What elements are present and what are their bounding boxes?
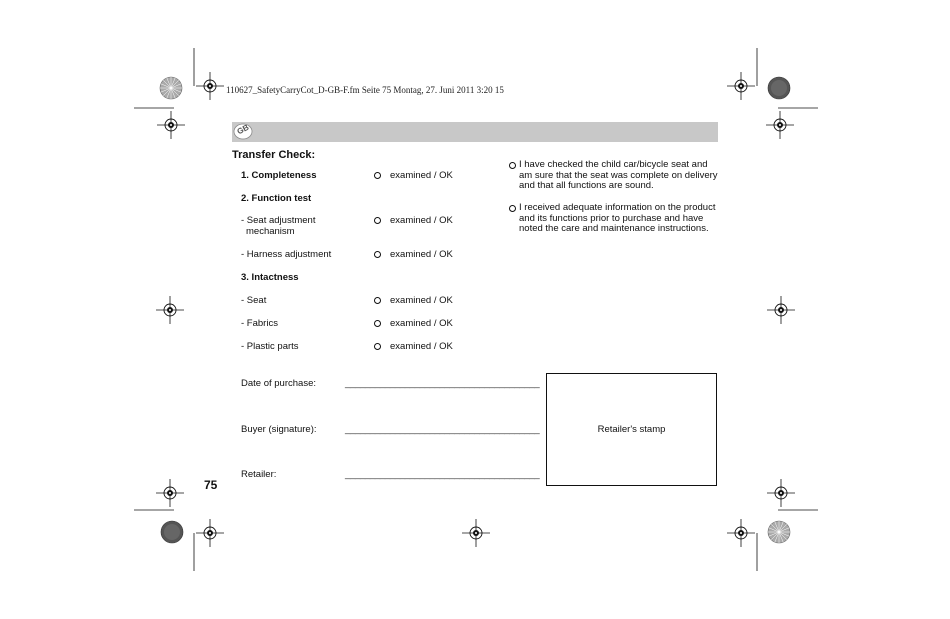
item-harness-adjustment: - Harness adjustment (241, 249, 332, 260)
status-harness-adjustment: examined / OK (390, 249, 453, 260)
checkbox-completeness[interactable] (374, 172, 381, 179)
language-badge (233, 123, 253, 140)
checkbox-harness-adjustment[interactable] (374, 251, 381, 258)
status-plastic-parts: examined / OK (390, 341, 453, 352)
retailer-stamp-box (546, 373, 717, 486)
checkbox-plastic-parts[interactable] (374, 343, 381, 350)
page-title: Transfer Check: (232, 149, 316, 161)
item-seat-adjustment-line1: - Seat adjustment (241, 215, 316, 226)
item-seat: - Seat (241, 295, 267, 306)
section-completeness: 1. Completeness (241, 170, 317, 181)
checkbox-statement-informed[interactable] (509, 205, 516, 212)
statement-informed-line3: noted the care and maintenance instructions. (519, 223, 709, 234)
statement-complete-line2: am sure that the seat was complete on delivery (519, 169, 718, 181)
retailer-label: Retailer: (241, 469, 277, 480)
item-seat-adjustment-line2: mechanism (246, 226, 295, 237)
date-of-purchase-line[interactable]: _______________________________________ (345, 378, 540, 389)
section-intactness: 3. Intactness (241, 272, 299, 283)
retailer-stamp-label: Retailer's stamp (597, 424, 666, 435)
checkbox-statement-complete[interactable] (509, 162, 516, 169)
statement-complete-line3: and that all functions are sound. (519, 180, 654, 191)
checkbox-seat-adjustment[interactable] (374, 217, 381, 224)
statement-complete (519, 160, 724, 192)
section-function-test: 2. Function test (241, 193, 312, 204)
statement-informed-line2: and its functions prior to purchase and have (519, 212, 704, 224)
buyer-signature-label: Buyer (signature): (241, 424, 317, 435)
statement-informed-line1: I received adequate information on the product (519, 202, 716, 213)
checkbox-seat[interactable] (374, 297, 381, 304)
item-seat-adjustment (241, 215, 315, 237)
status-fabrics: examined / OK (390, 318, 453, 329)
status-seat: examined / OK (390, 295, 453, 306)
language-badge-label: GB (235, 122, 251, 137)
retailer-line[interactable]: _______________________________________ (345, 469, 540, 480)
statement-complete-line1: I have checked the child car/bicycle seat and (519, 159, 708, 170)
buyer-signature-line[interactable]: _______________________________________ (345, 424, 540, 435)
checkbox-fabrics[interactable] (374, 320, 381, 327)
language-bar (232, 122, 718, 142)
item-plastic-parts: - Plastic parts (241, 341, 299, 352)
file-info-header: 110627_SafetyCarryCot_D-GB-F.fm Seite 75 Montag, 27. Juni 2011 3:20 15 (226, 85, 504, 95)
statement-informed (519, 203, 724, 235)
date-of-purchase-label: Date of purchase: (241, 378, 316, 389)
page-number: 75 (204, 478, 218, 492)
status-completeness: examined / OK (390, 170, 453, 181)
status-seat-adjustment: examined / OK (390, 215, 453, 226)
item-fabrics: - Fabrics (241, 318, 278, 329)
